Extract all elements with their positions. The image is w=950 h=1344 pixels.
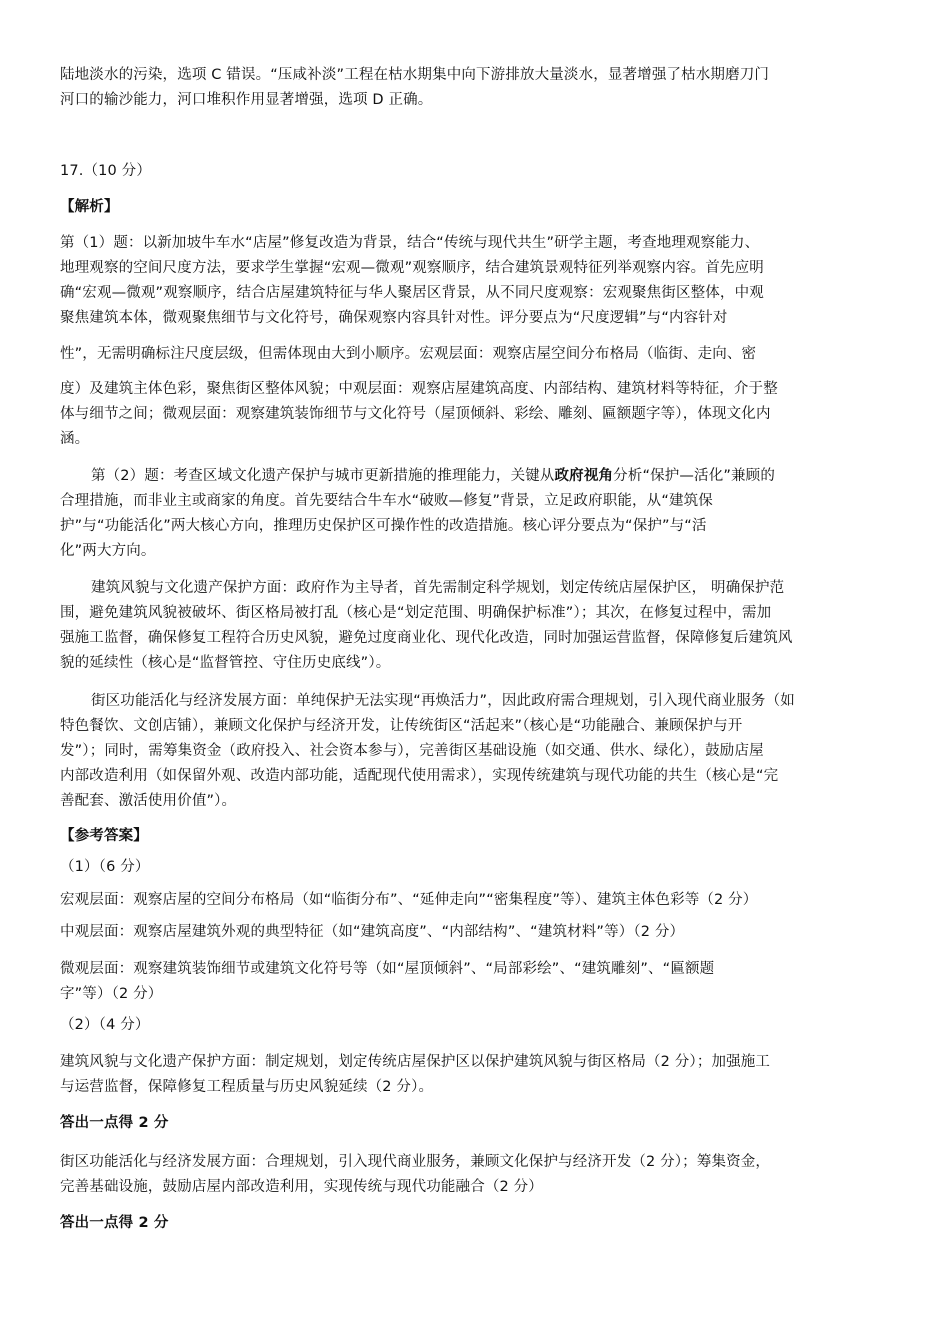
analysis-p1-line: 涵。 [60, 431, 90, 447]
analysis-p4-line: 街区功能活化与经济发展方面：单纯保护无法实现“再焕活力”，因此政府需合理规划，引入现代商业服务（如 [91, 693, 795, 709]
analysis-p2-first-line [91, 465, 900, 487]
analysis-p4-line: 内部改造利用（如保留外观、改造内部功能，适配现代使用需求），实现传统建筑与现代功能的共生（核心是“完 [60, 768, 779, 784]
analysis-p3-line: 貌的延续性（核心是“监督管控、守住历史底线”）。 [60, 655, 391, 671]
analysis-p1-line: 第（1）题：以新加坡牛车水“店屋”修复改造为背景，结合“传统与现代共生”研学主题，考查地理观察能力、 [60, 235, 760, 251]
answer-q1-macro: 宏观层面：观察店屋的空间分布格局（如“临街分布”、“延伸走向”“密集程度”等）、建筑主体色彩等（2 分） [60, 892, 758, 908]
answer-heading: 【参考答案】 [60, 828, 148, 844]
analysis-p2-text: 第（2）题：考查区域文化遗产保护与城市更新措施的推理能力，关键从 [91, 468, 555, 484]
answer-q1-micro-line-2: 字”等）（2 分） [60, 986, 163, 1002]
analysis-heading: 【解析】 [60, 199, 119, 215]
answer-q2-protection-line-1: 建筑风貌与文化遗产保护方面：制定规划，划定传统店屋保护区以保护建筑风貌与街区格局（2 分）；加强施工 [60, 1054, 771, 1070]
analysis-p1-line: 地理观察的空间尺度方法，要求学生掌握“宏观—微观”观察顺序，结合建筑景观特征列举观察内容。首先应明 [60, 260, 764, 276]
answer-q2-protection-line-2: 与运营监督，保障修复工程质量与历史风貌延续（2 分）。 [60, 1079, 434, 1095]
analysis-p2-bold-keyword: 政府视角 [554, 468, 614, 484]
answer-q1-meso: 中观层面：观察店屋建筑外观的典型特征（如“建筑高度”、“内部结构”、“建筑材料”等）（2 分） [60, 924, 685, 940]
analysis-p3-line: 强施工监督，确保修复工程符合历史风貌，避免过度商业化、现代化改造，同时加强运营监督，保障修复后建筑风 [60, 630, 793, 646]
answer-q2-score: （2）（4 分） [60, 1017, 150, 1033]
answer-q1-score: （1）（6 分） [60, 859, 150, 875]
analysis-p1-line: 性”，无需明确标注尺度层级，但需体现由大到小顺序。宏观层面：观察店屋空间分布格局（临街、走向、密 [60, 346, 757, 362]
scoring-note: 答出一点得 2 分 [60, 1215, 169, 1231]
answer-q2-activation-line-1: 街区功能活化与经济发展方面：合理规划，引入现代商业服务，兼顾文化保护与经济开发（2 分）；筹集资金， [60, 1154, 771, 1170]
analysis-p3-line: 建筑风貌与文化遗产保护方面：政府作为主导者，首先需制定科学规划，划定传统店屋保护区， 明确保护范 [91, 580, 785, 596]
question-number: 17.（10 分） [60, 163, 151, 179]
analysis-p1-line: 度）及建筑主体色彩，聚焦街区整体风貌；中观层面：观察店屋建筑高度、内部结构、建筑材料等特征，介于整 [60, 381, 778, 397]
analysis-p4-line: 特色餐饮、文创店铺），兼顾文化保护与经济开发，让传统街区“活起来”（核心是“功能融合、兼顾保护与开 [60, 718, 743, 734]
prev-answer-line-2: 河口的输沙能力，河口堆积作用显著增强，选项 D 正确。 [60, 92, 433, 108]
prev-answer-line-1: 陆地淡水的污染，选项 C 错误。“压咸补淡”工程在枯水期集中向下游排放大量淡水，显著增强了枯水期磨刀门 [60, 67, 770, 83]
analysis-p4-line: 发”）；同时，需筹集资金（政府投入、社会资本参与），完善街区基础设施（如交通、供水、绿化），鼓励店屋 [60, 743, 764, 759]
analysis-p4-line: 善配套、激活使用价值”）。 [60, 793, 237, 809]
analysis-p1-line: 聚焦建筑本体，微观聚焦细节与文化符号，确保观察内容具针对性。评分要点为“尺度逻辑”与“内容针对 [60, 310, 728, 326]
analysis-p2-line: 合理措施，而非业主或商家的角度。首先要结合牛车水“破败—修复”背景，立足政府职能，从“建筑保 [60, 493, 713, 509]
analysis-p1-line: 体与细节之间；微观层面：观察建筑装饰细节与文化符号（屋顶倾斜、彩绘、雕刻、匾额题字等），体现文化内 [60, 406, 771, 422]
analysis-p2-line: 化”两大方向。 [60, 543, 156, 559]
answer-q1-micro-line-1: 微观层面：观察建筑装饰细节或建筑文化符号等（如“屋顶倾斜”、“局部彩绘”、“建筑雕刻”、“匾额题 [60, 961, 715, 977]
analysis-p1-line: 确“宏观—微观”观察顺序，结合店屋建筑特征与华人聚居区背景，从不同尺度观察：宏观聚焦街区整体，中观 [60, 285, 764, 301]
analysis-p3-line: 围，避免建筑风貌被破坏、街区格局被打乱（核心是“划定范围、明确保护标准”）；其次，在修复过程中，需加 [60, 605, 772, 621]
scoring-note: 答出一点得 2 分 [60, 1115, 169, 1131]
answer-q2-activation-line-2: 完善基础设施，鼓励店屋内部改造利用，实现传统与现代功能融合（2 分） [60, 1179, 543, 1195]
analysis-p2-line: 护”与“功能活化”两大核心方向，推理历史保护区可操作性的改造措施。核心评分要点为“保护”与“活 [60, 518, 707, 534]
analysis-p2-text: 分析“保护—活化”兼顾的 [613, 468, 775, 484]
